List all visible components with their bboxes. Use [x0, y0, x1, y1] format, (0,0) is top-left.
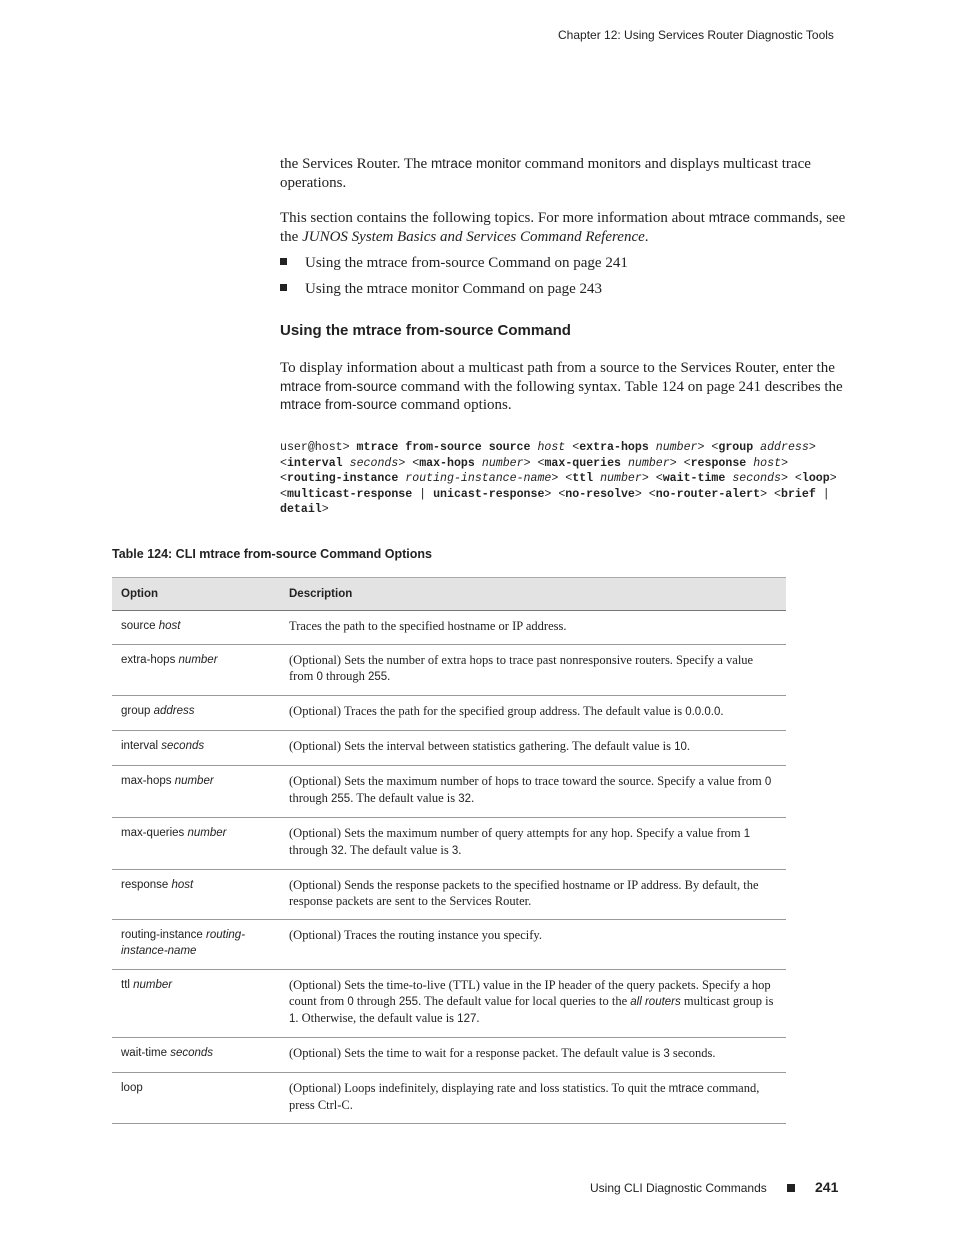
syntax-token-run: brief	[780, 487, 816, 501]
reference-title: JUNOS System Basics and Services Command Reference	[302, 228, 645, 245]
description-text-run: (Optional) Sets the interval between statistics gathering. The default value is	[289, 739, 675, 753]
syntax-token-run: > <	[544, 487, 566, 501]
table-row	[112, 1038, 786, 1073]
syntax-token-run: > <	[781, 472, 802, 486]
description-cell	[280, 1038, 786, 1073]
syntax-token-run: loop	[801, 472, 830, 486]
description-text-run: (Optional) Sets the maximum number of query attempts for any hop. Specify a value from	[289, 826, 744, 840]
description-text-run: 1	[743, 828, 751, 840]
option-text-run: host	[158, 620, 181, 632]
syntax-token-run: > <	[634, 487, 656, 501]
syntax-token-run: seconds	[349, 456, 399, 470]
topic-link-from-source[interactable]: Using the mtrace from-source Command on page 241	[305, 255, 628, 271]
intro-paragraph-1	[280, 155, 846, 192]
syntax-token-run: wait-time	[662, 472, 726, 486]
table-row	[112, 731, 786, 766]
option-cell	[112, 970, 280, 1038]
option-cell	[112, 1073, 280, 1124]
description-text-run: 1	[289, 1013, 296, 1025]
option-text-run: routing-instance	[121, 929, 207, 941]
syntax-token-run	[649, 441, 656, 454]
option-cell	[112, 870, 280, 920]
option-cell	[112, 766, 280, 818]
option-cell	[112, 731, 280, 766]
description-text-run: 255	[398, 996, 419, 1008]
syntax-token-run: no-router-alert	[655, 487, 761, 501]
syntax-token-run: |	[815, 487, 830, 501]
syntax-token-run: seconds	[732, 472, 782, 486]
intro-p2-command: mtrace	[708, 210, 750, 225]
option-text-run: number	[133, 979, 173, 991]
table-header-row	[112, 578, 786, 611]
syntax-token-run	[343, 457, 350, 470]
description-text-run: 10	[674, 741, 687, 753]
syntax-token-run: > <	[280, 472, 837, 501]
table-caption: Table 124: CLI mtrace from-source Command Options	[112, 547, 432, 561]
syntax-token-run: max-queries	[544, 456, 621, 470]
table-row	[112, 870, 786, 920]
section-p-text-c: command options.	[397, 397, 512, 413]
option-cell	[112, 645, 280, 696]
description-cell	[280, 818, 786, 870]
description-text-run: 0	[347, 996, 354, 1008]
options-table-body	[112, 611, 786, 1124]
option-text-run: number	[178, 654, 218, 666]
option-text-run: wait-time	[121, 1047, 171, 1059]
syntax-token-run: extra-hops	[579, 441, 649, 454]
syntax-token-run: > <	[669, 456, 691, 470]
syntax-token-run: max-hops	[419, 456, 475, 470]
description-text-run: seconds.	[669, 1046, 716, 1060]
option-text-run: seconds	[161, 740, 205, 752]
command-syntax-block	[280, 440, 846, 518]
description-text-run: 0	[316, 671, 323, 683]
syntax-prompt: user@host>	[280, 441, 357, 454]
option-text-run: source	[121, 620, 159, 632]
syntax-token-run: number	[481, 456, 524, 470]
section-p-command-1: mtrace from-source	[280, 378, 398, 394]
syntax-token-run: detail	[280, 503, 322, 517]
option-text-run: loop	[121, 1082, 143, 1094]
description-cell	[280, 611, 786, 645]
description-text-run: .	[686, 739, 690, 753]
description-cell	[280, 970, 786, 1038]
column-header-option: Option	[112, 578, 280, 611]
syntax-token-run: routing-instance-name	[405, 472, 552, 486]
option-cell	[112, 611, 280, 645]
syntax-token-run: address	[760, 441, 809, 454]
description-text-run: 0	[764, 776, 772, 788]
page-number: 241	[815, 1179, 839, 1195]
description-text-run: (Optional) Sets the maximum number of hops to trace toward the source. Specify a value from	[289, 774, 765, 788]
syntax-token-run: > <	[641, 472, 663, 486]
description-text-run: . The default value for local queries to the	[418, 994, 631, 1008]
topic-list-item[interactable]	[280, 280, 602, 298]
option-text-run: response	[121, 879, 172, 891]
intro-p2-text-b: commands, see the	[280, 210, 846, 245]
description-text-run: .	[471, 791, 475, 805]
description-text-run: .	[458, 843, 462, 857]
syntax-token-run: ttl	[572, 472, 594, 486]
syntax-token-run: > <	[523, 456, 545, 470]
description-text-run: 255	[367, 671, 388, 683]
syntax-token-run: > <	[280, 441, 816, 470]
description-text-run: 0.0.0.0	[685, 706, 721, 718]
table-row	[112, 920, 786, 970]
footer-square-icon	[787, 1184, 795, 1192]
syntax-token-run	[621, 457, 628, 470]
intro-p2-text-c: .	[644, 228, 649, 245]
footer-section-title: Using CLI Diagnostic Commands	[590, 1181, 767, 1195]
description-text-run: (Optional) Loops indefinitely, displaying rate and loss statistics. To quit the	[289, 1081, 669, 1095]
option-text-run: number	[174, 775, 214, 787]
description-cell	[280, 696, 786, 731]
syntax-token-run: response	[690, 456, 747, 470]
description-text-run: .	[476, 1011, 480, 1025]
description-cell	[280, 645, 786, 696]
table-row	[112, 818, 786, 870]
bullet-square-icon	[280, 284, 287, 291]
description-cell	[280, 1073, 786, 1124]
syntax-token-run: > <	[398, 456, 420, 470]
option-text-run: max-queries	[121, 827, 188, 839]
intro-paragraph-2	[280, 209, 846, 246]
option-text-run: interval	[121, 740, 162, 752]
syntax-command: mtrace from-source source	[356, 441, 531, 454]
description-text-run: through	[289, 843, 332, 857]
description-text-run: (Optional) Traces the routing instance you specify.	[289, 928, 542, 942]
syntax-token-run: unicast-response	[433, 487, 545, 501]
syntax-token-run: host	[753, 456, 782, 470]
description-text-run: 32	[458, 793, 472, 805]
description-text-run: through	[322, 669, 368, 683]
description-cell	[280, 870, 786, 920]
table-row	[112, 696, 786, 731]
description-text-run: through	[289, 791, 332, 805]
syntax-token-run: > <	[551, 472, 573, 486]
description-text-run: .	[720, 704, 724, 718]
table-row	[112, 970, 786, 1038]
section-heading: Using the mtrace from-source Command	[280, 322, 571, 339]
topic-list-item[interactable]	[280, 254, 628, 272]
description-text-run: command, press Ctrl-C.	[289, 1081, 760, 1112]
description-text-run: through	[353, 994, 399, 1008]
section-p-command-2: mtrace from-source	[280, 397, 398, 412]
description-text-run: (Optional) Sets the time-to-live (TTL) value in the IP header of the query packets. Specify a hop count from	[289, 978, 771, 1008]
syntax-token-run: number	[627, 456, 670, 470]
option-cell	[112, 1038, 280, 1073]
syntax-token-run: <	[565, 441, 580, 454]
description-text-run: 127	[457, 1013, 477, 1025]
table-row	[112, 766, 786, 818]
topic-link-monitor[interactable]: Using the mtrace monitor Command on page 243	[305, 281, 603, 297]
description-text-run: multicast group is	[680, 994, 774, 1008]
option-text-run: seconds	[170, 1047, 214, 1059]
syntax-token-run: >	[321, 503, 329, 517]
option-text-run: number	[187, 827, 227, 839]
syntax-token-run	[475, 457, 482, 470]
option-text-run: ttl	[121, 979, 134, 991]
bullet-square-icon	[280, 258, 287, 265]
syntax-token-run: > <	[760, 487, 781, 501]
description-text-run: 32	[331, 845, 344, 857]
description-text-run: .	[387, 669, 391, 683]
description-text-run: all routers	[630, 996, 681, 1008]
option-text-run: max-hops	[121, 775, 175, 787]
syntax-token-run: |	[412, 487, 434, 501]
syntax-token-run: > <	[697, 441, 719, 454]
description-text-run: (Optional) Sets the number of extra hops to trace past nonresponsive routers. Specify a value from	[289, 653, 754, 683]
syntax-token-run: multicast-response	[286, 487, 413, 501]
option-cell	[112, 696, 280, 731]
section-p-text-a: To display information about a multicast path from a source to the Services Router, enter the	[280, 360, 835, 376]
option-cell	[112, 920, 280, 970]
description-text-run: Traces the path to the specified hostname or IP address.	[289, 619, 567, 633]
description-text-run: mtrace	[668, 1083, 704, 1095]
chapter-header: Chapter 12: Using Services Router Diagnostic Tools	[558, 28, 834, 42]
description-text-run: (Optional) Sets the time to wait for a response packet. The default value is	[289, 1046, 664, 1060]
syntax-token-run: routing-instance	[286, 472, 399, 486]
description-text-run: . The default value is	[343, 843, 452, 857]
intro-p2-text-a: This section contains the following topics. For more information about	[280, 210, 709, 226]
option-text-run: group	[121, 705, 154, 717]
description-text-run: . The default value is	[350, 791, 459, 805]
intro-p1-text-a: the Services Router. The	[280, 156, 431, 172]
description-text-run: 255	[331, 793, 351, 805]
option-text-run: host	[171, 879, 194, 891]
syntax-token-run: interval	[286, 456, 343, 470]
table-row	[112, 611, 786, 645]
section-paragraph	[280, 359, 846, 415]
description-text-run: 3	[663, 1048, 670, 1060]
section-p-text-b: command with the following syntax. Table 124 on page 241 describes the	[397, 378, 843, 395]
description-cell	[280, 920, 786, 970]
option-text-run: routing-instance-name	[121, 929, 246, 957]
table-row	[112, 645, 786, 696]
syntax-token-run: number	[655, 441, 698, 454]
description-text-run: 3	[451, 845, 459, 857]
option-text-run: address	[153, 705, 195, 717]
description-text-run: . Otherwise, the default value is	[295, 1011, 458, 1025]
description-cell	[280, 731, 786, 766]
option-cell	[112, 818, 280, 870]
description-cell	[280, 766, 786, 818]
intro-p1-command: mtrace monitor	[430, 156, 521, 171]
syntax-token-run: host	[537, 441, 566, 454]
table-row	[112, 1073, 786, 1124]
intro-p1-text-b: command monitors and displays multicast trace operations.	[280, 156, 811, 191]
syntax-token-run: number	[600, 472, 642, 486]
syntax-token-run: group	[718, 441, 754, 454]
description-text-run: (Optional) Traces the path for the specified group address. The default value is	[289, 704, 686, 718]
options-table	[112, 577, 786, 1124]
description-text-run: (Optional) Sends the response packets to the specified hostname or IP address. By default, the response packets are sent to the Services Router.	[289, 878, 759, 908]
syntax-token-run: > <	[280, 456, 789, 486]
option-text-run: extra-hops	[121, 654, 179, 666]
syntax-token-run: no-resolve	[565, 487, 635, 501]
column-header-description: Description	[280, 578, 786, 611]
